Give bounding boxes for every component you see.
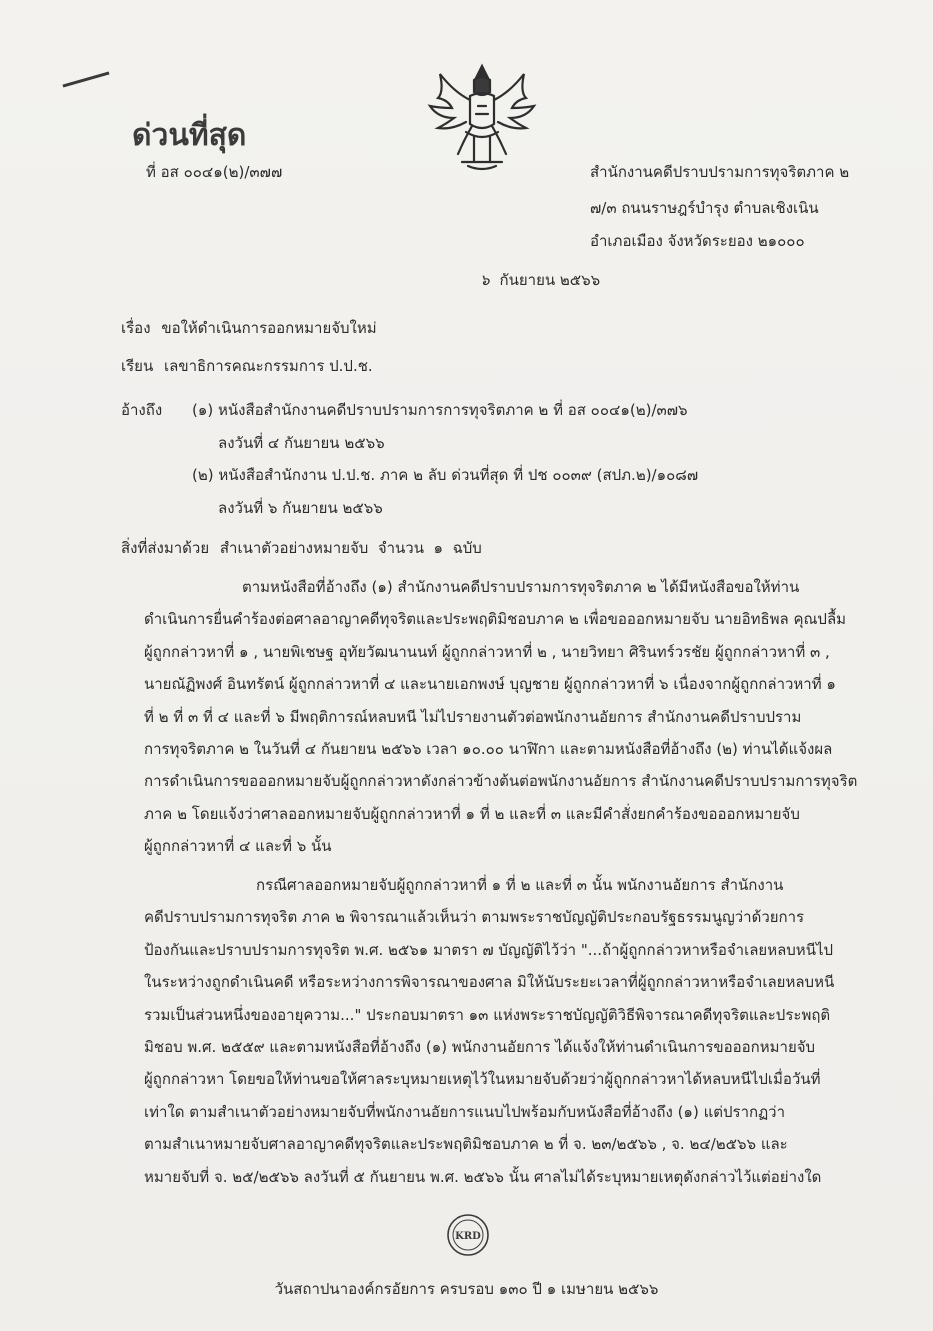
paragraph-line: หมายจับที่ จ. ๒๕/๒๕๖๖ ลงวันที่ ๕ กันยายน พ.ศ. ๒๕๖๖ นั้น ศาลไม่ได้ระบุหมายเหตุดังกล่าวไว้แต่อย่างใด: [144, 1167, 822, 1186]
paragraph-line: ป้องกันและปราบปรามการทุจริต พ.ศ. ๒๕๖๑ มาตรา ๗ บัญญัติไว้ว่า "...ถ้าผู้ถูกกล่าวหาหรือจำเลยหลบหนีไป: [144, 940, 834, 959]
reference-1-line-1: (๑) หนังสือสำนักงานคดีปราบปรามการการทุจริตภาค ๒ ที่ อส ๐๐๔๑(๒)/๓๗๖: [192, 401, 688, 419]
recipient-row: [121, 354, 373, 378]
paragraph-line: ในระหว่างถูกดำเนินคดี หรือระหว่างการพิจารณาของศาล มิให้นับระยะเวลาที่ผู้ถูกกล่าวหาหรือจำเลยหลบหนี: [144, 973, 835, 992]
paragraph-line: การทุจริตภาค ๒ ในวันที่ ๔ กันยายน ๒๕๖๖ เวลา ๑๐.๐๐ นาฬิกา และตามหนังสือที่อ้างถึง (๒) ท่านได้แจ้งผล: [144, 740, 833, 759]
paragraph-line: ตามหนังสือที่อ้างถึง (๑) สำนักงานคดีปราบปรามการทุจริตภาค ๒ ได้มีหนังสือขอให้ท่าน: [242, 578, 800, 596]
paragraph-line: นายณัฏิพงศ์ อินทรัตน์ ผู้ถูกกล่าวหาที่ ๔ และนายเอกพงษ์ บุญชาย ผู้ถูกกล่าวหาที่ ๖ เนื่องจากผู้ถูกกล่าวหาที่ ๑: [144, 675, 836, 694]
reference-2-line-1: (๒) หนังสือสำนักงาน ป.ป.ช. ภาค ๒ ลับ ด่วนที่สุด ที่ ปช ๐๐๓๙ (สปภ.๒)/๑๐๘๗: [192, 466, 699, 484]
subject-row: [121, 316, 377, 340]
footer-note: วันสถาปนาองค์กรอัยการ ครบรอบ ๑๓๐ ปี ๑ เมษายน ๒๕๖๖: [274, 1280, 659, 1298]
reference-label: อ้างถึง: [121, 401, 163, 419]
urgency-label: ด่วนที่สุด: [132, 118, 247, 153]
pen-mark: [63, 71, 110, 87]
paragraph-line: คดีปราบปรามการทุจริต ภาค ๒ พิจารณาแล้วเห็นว่า ตามพระราชบัญญัติประกอบรัฐธรรมนูญว่าด้วยการ: [144, 908, 805, 927]
enclosure-label: สิ่งที่ส่งมาด้วย: [121, 539, 210, 557]
office-address-line-3: อำเภอเมือง จังหวัดระยอง ๒๑๐๐๐: [590, 232, 805, 250]
date-month-year: กันยายน ๒๕๖๖: [499, 271, 601, 289]
paragraph-line: ผู้ถูกกล่าวหา โดยขอให้ท่านขอให้ศาลระบุหมายเหตุไว้ในหมายจับด้วยว่าผู้ถูกกล่าวหาได้หลบหนีไปเมื่อวันที่: [144, 1070, 821, 1089]
office-address-line-2: ๗/๓ ถนนราษฎร์บำรุง ตำบลเชิงเนิน: [590, 199, 819, 217]
paragraph-line: กรณีศาลออกหมายจับผู้ถูกกล่าวหาที่ ๑ ที่ ๒ และที่ ๓ นั้น พนักงานอัยการ สำนักงาน: [256, 876, 784, 894]
date-day: ๖: [480, 271, 490, 289]
subject-text: ขอให้ดำเนินการออกหมายจับใหม่: [161, 319, 377, 337]
seal-text: KRD: [455, 1231, 481, 1242]
paragraph-line: การดำเนินการขอออกหมายจับผู้ถูกกล่าวหาดังกล่าวข้างต้นต่อพนักงานอัยการ สำนักงานคดีปราบปรามการทุจริต: [144, 772, 858, 791]
recipient-label: เรียน: [121, 357, 154, 375]
reference-1-line-2: ลงวันที่ ๔ กันยายน ๒๕๖๖: [218, 434, 385, 452]
paragraph-line: ตามสำเนาหมายจับศาลอาญาคดีทุจริตและประพฤติมิชอบภาค ๒ ที่ จ. ๒๓/๒๕๖๖ , จ. ๒๔/๒๕๖๖ และ: [144, 1135, 788, 1154]
paragraph-line: ภาค ๒ โดยแจ้งว่าศาลออกหมายจับผู้ถูกกล่าวหาที่ ๑ ที่ ๒ และที่ ๓ และมีคำสั่งยกคำร้องขอออกหมายจับ: [144, 804, 800, 823]
office-address-line-1: สำนักงานคดีปราบปรามการทุจริตภาค ๒: [590, 163, 850, 181]
paragraph-line: มิชอบ พ.ศ. ๒๕๕๙ และตามหนังสือที่อ้างถึง (๑) พนักงานอัยการ ได้แจ้งให้ท่านดำเนินการขอออกหมายจับ: [144, 1038, 816, 1057]
paragraph-line: ผู้ถูกกล่าวหาที่ ๔ และที่ ๖ นั้น: [144, 837, 332, 856]
paragraph-line: ที่ ๒ ที่ ๓ ที่ ๔ และที่ ๖ มีพฤติการณ์หลบหนี ไม่ไปรายงานตัวต่อพนักงานอัยการ สำนักงานคดีปราบปราม: [144, 707, 802, 726]
garuda-emblem-icon: [418, 62, 546, 174]
letter-date: [480, 268, 600, 292]
subject-label: เรื่อง: [121, 319, 151, 337]
reference-2-line-2: ลงวันที่ ๖ กันยายน ๒๕๖๖: [218, 499, 383, 517]
reference-number: ที่ อส ๐๐๔๑(๒)/๓๗๗: [146, 163, 283, 181]
enclosure-row: [121, 536, 482, 560]
recipient-text: เลขาธิการคณะกรรมการ ป.ป.ช.: [164, 357, 373, 375]
paragraph-line: ดำเนินการยื่นคำร้องต่อศาลอาญาคดีทุจริตและประพฤติมิชอบภาค ๒ เพื่อขอออกหมายจับ นายอิทธิพล คุณปลื้ม: [144, 610, 847, 629]
body-paragraph-1: [144, 571, 862, 863]
paragraph-line: เท่าใด ตามสำเนาตัวอย่างหมายจับที่พนักงานอัยการแนบไปพร้อมกับหนังสือที่อ้างถึง (๑) แต่ปรากฏว่า: [144, 1102, 785, 1121]
prosecutor-seal-icon: [446, 1213, 490, 1257]
body-paragraph-2: [144, 869, 862, 1193]
paragraph-line: รวมเป็นส่วนหนึ่งของอายุความ..." ประกอบมาตรา ๑๓ แห่งพระราชบัญญัติวิธีพิจารณาคดีทุจริตและประพฤติ: [144, 1005, 831, 1024]
paragraph-line: ผู้ถูกกล่าวหาที่ ๑ , นายพิเชษฐ อุทัยวัฒนานนท์ ผู้ถูกกล่าวหาที่ ๒ , นายวิทยา ศิรินทร์วรชัย ผู้ถูกกล่าวหาที่ ๓ ,: [144, 642, 830, 661]
enclosure-text: สำเนาตัวอย่างหมายจับ จำนวน ๑ ฉบับ: [219, 539, 482, 557]
